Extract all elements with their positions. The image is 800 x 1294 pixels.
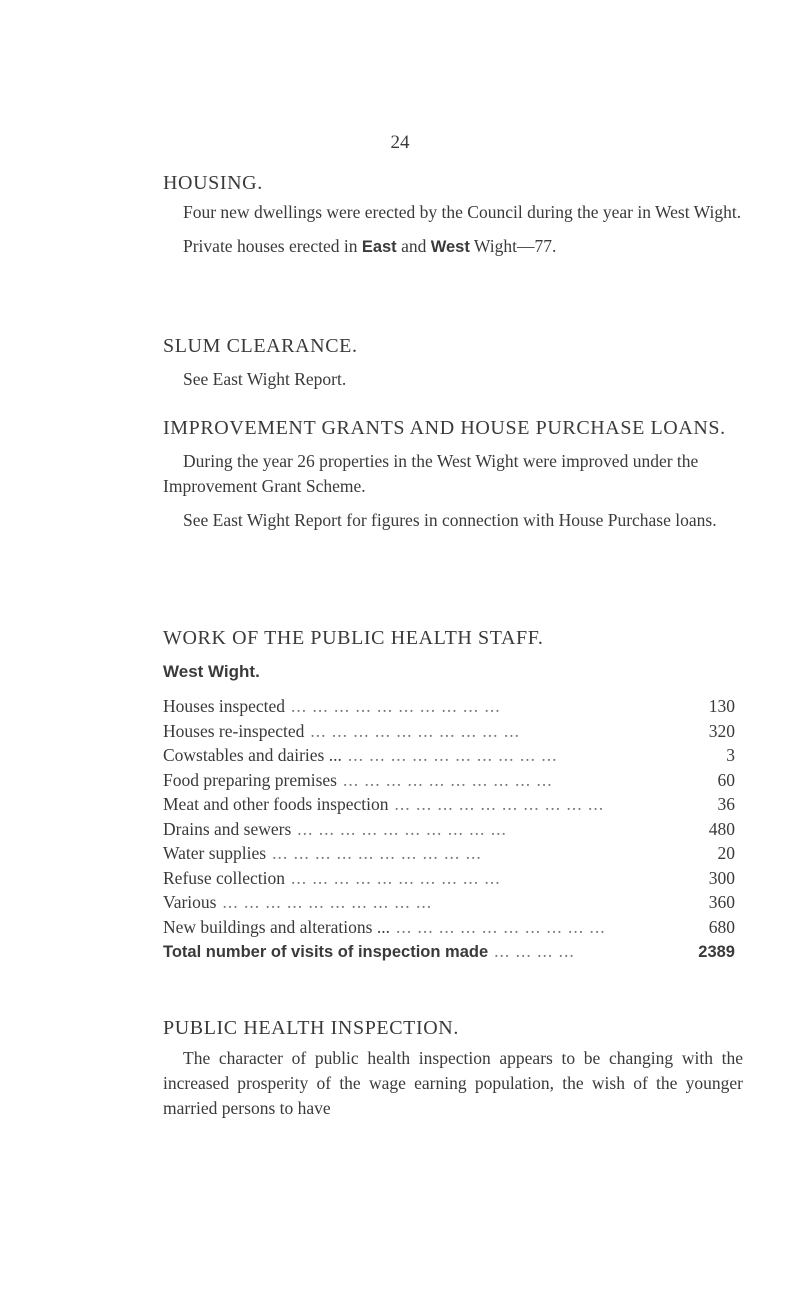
row-label: Meat and other foods inspection <box>163 794 389 814</box>
leader-dots: ... ... ... ... ... ... ... ... ... ... <box>394 794 605 814</box>
east-bold: East <box>361 238 397 256</box>
total-label: Total number of visits of inspection made <box>163 943 489 961</box>
leader-dots: ... ... ... ... ... ... ... ... ... ... <box>347 745 558 765</box>
row-value: 20 <box>717 843 735 863</box>
housing-section <box>163 170 743 260</box>
table-row <box>163 745 735 770</box>
row-label: Refuse collection <box>163 867 285 888</box>
work-section <box>163 625 743 682</box>
table-row <box>163 819 735 844</box>
leader-dots: ... ... ... ... ... ... ... ... ... ... <box>297 818 507 839</box>
slum-section <box>163 333 743 392</box>
table-row <box>163 917 735 942</box>
table-row <box>163 794 735 819</box>
table-row <box>163 843 735 868</box>
row-value: 320 <box>708 720 735 741</box>
west-bold: West <box>430 238 470 256</box>
leader-dots: ... ... ... ... ... ... ... ... ... ... <box>272 843 482 863</box>
row-label: Food preparing premises <box>163 769 337 790</box>
grants-heading: IMPROVEMENT GRANTS AND HOUSE PURCHASE LOANS. <box>163 417 726 439</box>
leader-dots: ... ... ... ... <box>494 941 575 961</box>
row-label: Water supplies <box>163 843 267 863</box>
inspection-heading: PUBLIC HEALTH INSPECTION. <box>163 1017 459 1039</box>
table-row <box>163 696 735 721</box>
row-label: Various <box>163 892 217 912</box>
page-number: 24 <box>390 132 410 153</box>
housing-text: and <box>396 236 431 256</box>
table-row <box>163 892 735 917</box>
row-label: Cowstables and dairies ... <box>163 745 342 765</box>
grants-paragraph-1: During the year 26 properties in the West Wight were improved under the Improvement Grant Scheme. <box>163 451 699 496</box>
total-row <box>163 941 735 966</box>
leader-dots: ... ... ... ... ... ... ... ... ... ... <box>291 696 501 716</box>
inspection-section <box>163 1015 743 1121</box>
housing-heading: HOUSING. <box>163 172 263 194</box>
leader-dots: ... ... ... ... ... ... ... ... ... ... <box>310 720 521 741</box>
leader-dots: ... ... ... ... ... ... ... ... ... ... <box>290 867 501 888</box>
row-value: 300 <box>708 867 735 888</box>
work-heading: WORK OF THE PUBLIC HEALTH STAFF. <box>163 627 544 649</box>
grants-section <box>163 415 743 533</box>
leader-dots: ... ... ... ... ... ... ... ... ... ... <box>222 892 433 912</box>
row-value: 480 <box>708 818 735 839</box>
housing-text: Private houses erected in <box>183 236 362 256</box>
slum-paragraph: See East Wight Report. <box>183 369 347 389</box>
table-row <box>163 721 735 746</box>
row-label: New buildings and alterations ... <box>163 916 390 937</box>
row-label: Houses inspected <box>163 696 285 716</box>
row-value: 60 <box>717 769 735 790</box>
work-subheading: West Wight. <box>163 662 260 681</box>
row-label: Drains and sewers <box>163 818 292 839</box>
grants-paragraph-2: See East Wight Report for figures in connection with House Purchase loans. <box>183 510 717 530</box>
row-label: Houses re-inspected <box>163 720 305 741</box>
leader-dots: ... ... ... ... ... ... ... ... ... ... <box>395 916 606 937</box>
housing-paragraph-2 <box>163 234 743 260</box>
row-value: 130 <box>708 696 735 716</box>
total-value: 2389 <box>698 943 735 961</box>
row-value: 680 <box>708 916 735 937</box>
row-value: 360 <box>708 892 735 912</box>
leader-dots: ... ... ... ... ... ... ... ... ... ... <box>343 769 553 790</box>
slum-heading: SLUM CLEARANCE. <box>163 335 358 357</box>
row-value: 36 <box>717 794 735 814</box>
row-value: 3 <box>726 745 735 765</box>
housing-text: Wight—77. <box>469 236 557 256</box>
inspection-paragraph: The character of public health inspection appears to be changing with the increased prosperity of the wage earning population, the wish of the younger married persons to have <box>163 1048 743 1118</box>
table-row <box>163 868 735 893</box>
housing-paragraph-1: Four new dwellings were erected by the Council during the year in West Wight. <box>183 202 742 222</box>
table-row <box>163 770 735 795</box>
inspection-table <box>163 696 735 966</box>
